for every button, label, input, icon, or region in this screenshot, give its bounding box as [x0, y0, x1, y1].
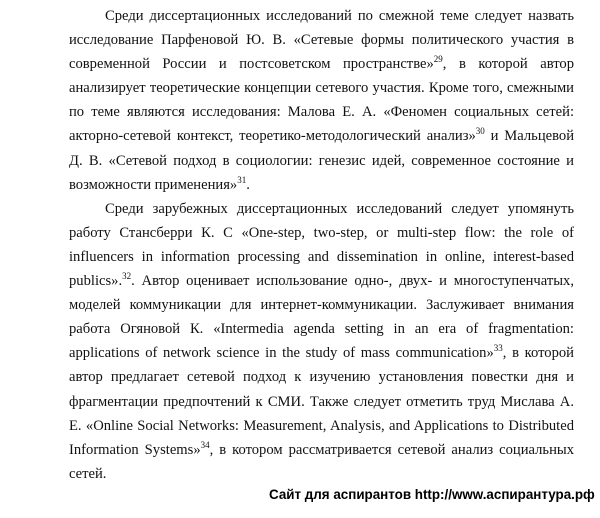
- paragraph-text: , в которой автор анализирует теоретические концепции сетевого участия. Кроме того, смежными по теме являются исследования: Малова Е. А. «Феномен социальных сетей: акторно-сетевой контекст, теоретико-методологический анализ»: [69, 56, 574, 145]
- footnote-ref-33: 33: [493, 343, 503, 354]
- footnote-ref-29: 29: [433, 54, 443, 65]
- paragraph-text: Среди диссертационных исследований по смежной теме следует назвать исследование Парфеновой Ю. В. «Сетевые формы политического участия в современной России и постсоветском пространстве»: [69, 8, 574, 73]
- paragraph-text: , в котором рассматривается сетевой анализ социальных сетей.: [69, 441, 574, 482]
- footnote-ref-30: 30: [475, 126, 485, 137]
- site-watermark: Сайт для аспирантов http://www.аспирантура.рф: [269, 487, 595, 502]
- footnote-ref-31: 31: [237, 174, 247, 185]
- footnote-ref-34: 34: [200, 439, 210, 450]
- paragraph-text: . Автор оценивает использование одно-, двух- и многоступенчатых, моделей коммуникации для интернет-коммуникации. Заслуживает внимания работа Огяновой К. «Intermedia agenda setting in an era of fragmentation: applications of network science in the study of mass communication»: [69, 273, 574, 362]
- document-body: [69, 4, 574, 486]
- paragraph-foreign-dissertations: [69, 197, 574, 486]
- footnote-ref-32: 32: [122, 271, 132, 282]
- paragraph-text: , в которой автор предлагает сетевой подход к изучению установления повестки дня и фрагментации предпочтений к СМИ. Также следует отметить труд Мислава А. Е. «Online Social Networks: Measurement, Analysis, and Applications to Distributed Information Systems»: [69, 345, 574, 458]
- paragraph-text: и Мальцевой Д. В. «Сетевой подход в социологии: генезис идей, современное состояние и возможности применения»: [69, 128, 575, 193]
- paragraph-text: Среди зарубежных диссертационных исследований следует упомянуть работу Стансберри К. С «One-step, two-step, or multi-step flow: the role of influencers in information processing and dissemination in online, interest-based publics».: [69, 200, 574, 290]
- paragraph-text: .: [246, 176, 250, 193]
- paragraph-dissertations-related: [69, 4, 574, 197]
